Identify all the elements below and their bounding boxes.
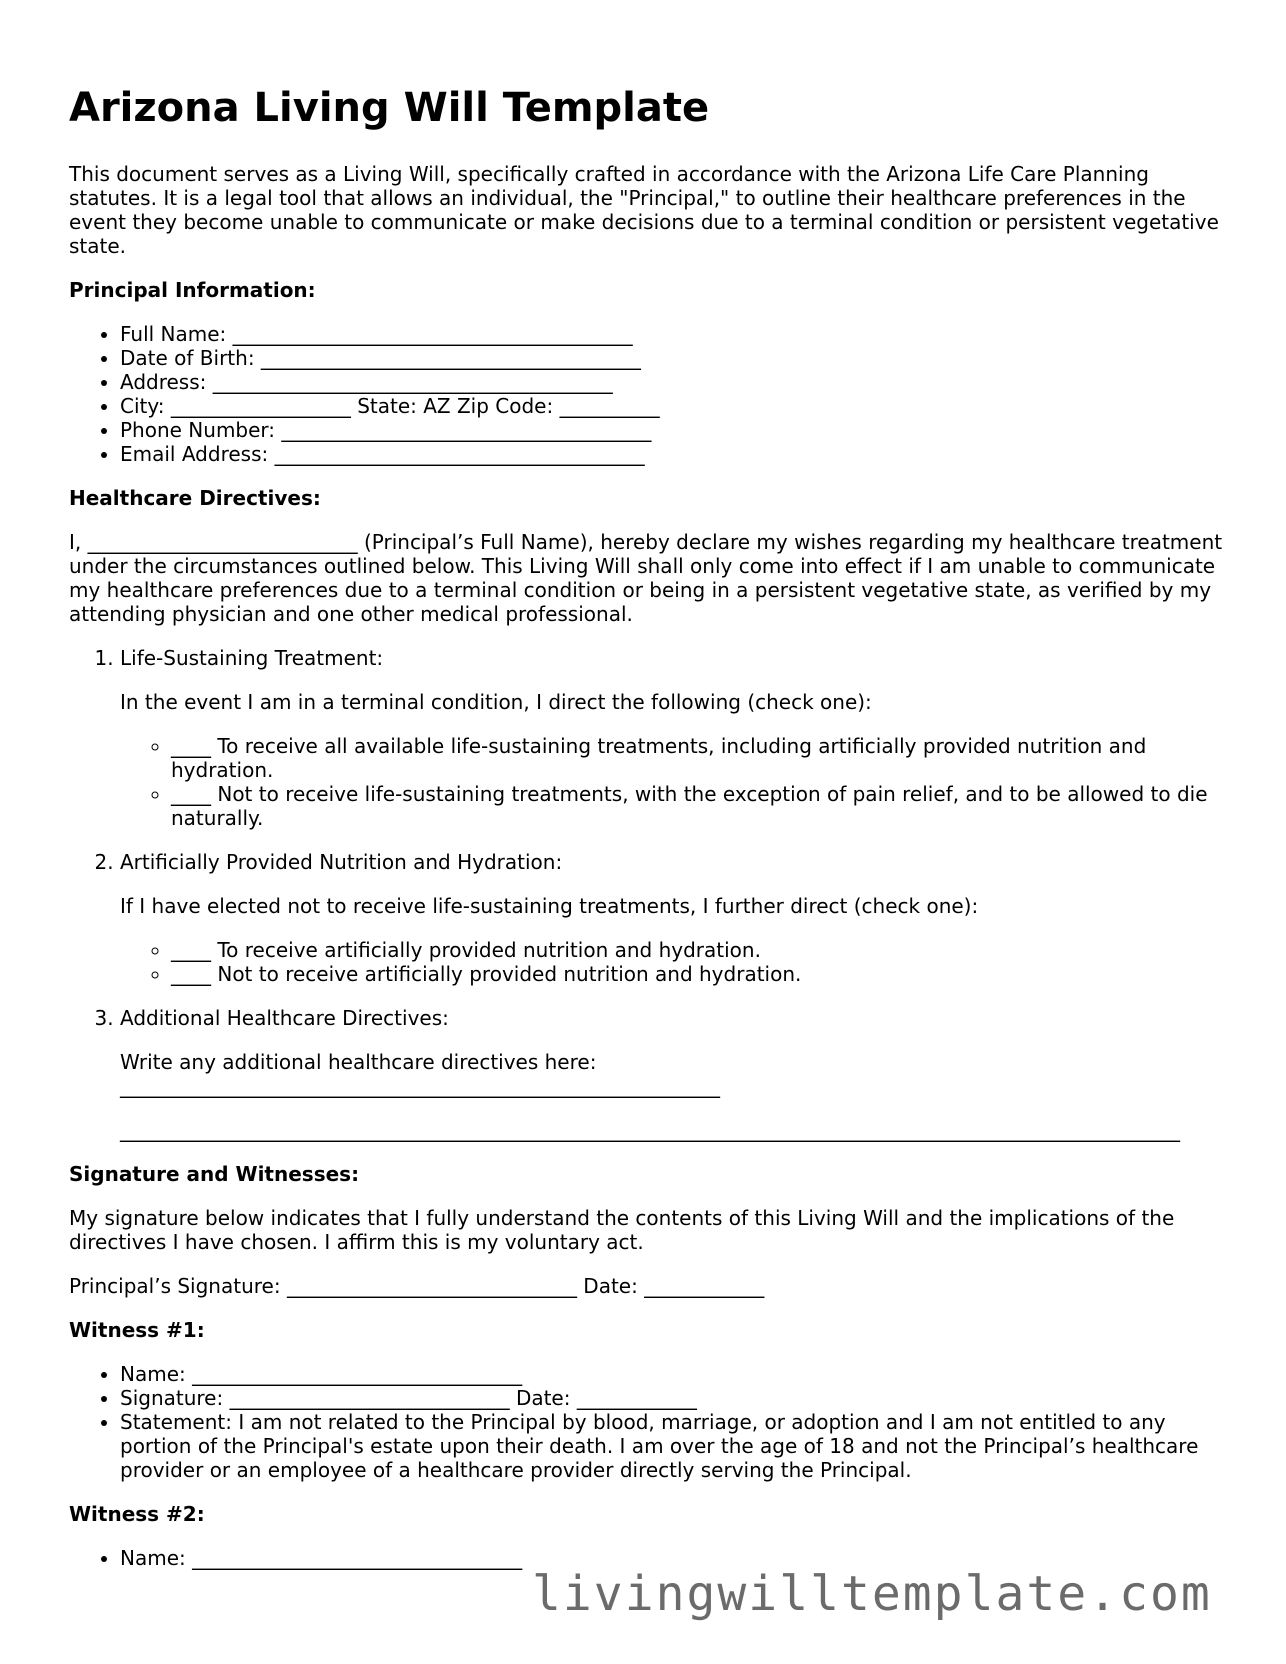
intro-paragraph: This document serves as a Living Will, specifically crafted in accordance with the Arizona Life Care Planning statutes. It is a legal tool that allows an individual, the "Principal," to outline their healthcare preferences in the event they become unable to communicate or make decisions due to a terminal condition or persistent vegetative state.: [69, 162, 1219, 258]
directive-prompt: In the event I am in a terminal condition, I direct the following (check one):: [120, 690, 872, 714]
directive-option: ◦ ____ Not to receive artificially provided nutrition and hydration.: [171, 962, 1229, 986]
additional-line-1: ____________________________________________________________: [120, 1074, 720, 1098]
directive-title: Artificially Provided Nutrition and Hydration:: [120, 850, 563, 874]
date-of-birth-field: • Date of Birth: ______________________________________: [120, 346, 1229, 370]
watermark-text: livingwilltemplate.com: [532, 1566, 1212, 1622]
signature-statement: My signature below indicates that I fully understand the contents of this Living Will and the implications of the directives I have chosen. I affirm this is my voluntary act.: [69, 1206, 1175, 1254]
directive-option: ◦ ____ To receive all available life-sustaining treatments, including artificially provided nutrition and hydration.: [171, 734, 1229, 782]
directive-prompt: [120, 1050, 1229, 1098]
page-title: Arizona Living Will Template: [69, 85, 710, 131]
principal-signature-line: Principal’s Signature: _____________________________ Date: ____________: [69, 1274, 765, 1298]
witness2-name-field: • Name: _________________________________: [120, 1546, 1229, 1570]
directives-heading: Healthcare Directives:: [69, 486, 321, 510]
witness1-statement: • Statement: I am not related to the Principal by blood, marriage, or adoption and I am not entitled to any portion of the Principal's estate upon their death. I am over the age of 18 and not the Principal’s healthcare provider or an employee of a healthcare provider directly serving the Principal.: [120, 1410, 1229, 1482]
directive-item: [120, 1006, 1229, 1142]
directive-options: [120, 734, 1229, 830]
directives-list: [69, 646, 1229, 1142]
directive-item: [120, 646, 1229, 830]
additional-line-2: __________________________________________________________________________________________________________: [120, 1118, 1180, 1142]
directive-item: [120, 850, 1229, 986]
email-field: • Email Address: _____________________________________: [120, 442, 1229, 466]
directive-prompt: If I have elected not to receive life-sustaining treatments, I further direct (check one):: [120, 894, 979, 918]
directive-option: ◦ ____ Not to receive life-sustaining treatments, with the exception of pain relief, and to be allowed to die naturally.: [171, 782, 1229, 830]
signature-heading: Signature and Witnesses:: [69, 1162, 360, 1186]
directive-title: Additional Healthcare Directives:: [120, 1006, 449, 1030]
witness2-heading: Witness #2:: [69, 1502, 205, 1526]
document-page: [69, 0, 1229, 1570]
principal-fields: [69, 322, 1229, 466]
principal-heading: Principal Information:: [69, 278, 316, 302]
witness1-heading: Witness #1:: [69, 1318, 205, 1342]
phone-field: • Phone Number: _____________________________________: [120, 418, 1229, 442]
full-name-field: • Full Name: ________________________________________: [120, 322, 1229, 346]
witness1-signature-field: • Signature: ____________________________ Date: ____________: [120, 1386, 1229, 1410]
declaration-paragraph: I, ___________________________ (Principal’s Full Name), hereby declare my wishes regarding my healthcare treatment under the circumstances outlined below. This Living Will shall only come into effect if I am unable to communicate my healthcare preferences due to a terminal condition or being in a persistent vegetative state, as verified by my attending physician and one other medical professional.: [69, 530, 1223, 626]
address-field: • Address: ________________________________________: [120, 370, 1229, 394]
additional-prompt-text: Write any additional healthcare directives here:: [120, 1050, 597, 1074]
witness1-fields: [69, 1362, 1229, 1482]
witness1-name-field: • Name: _________________________________: [120, 1362, 1229, 1386]
directive-options: [120, 938, 1229, 986]
directive-title: Life-Sustaining Treatment:: [120, 646, 384, 670]
city-state-zip-field: • City: __________________ State: AZ Zip Code: __________: [120, 394, 1229, 418]
directive-option: ◦ ____ To receive artificially provided nutrition and hydration.: [171, 938, 1229, 962]
